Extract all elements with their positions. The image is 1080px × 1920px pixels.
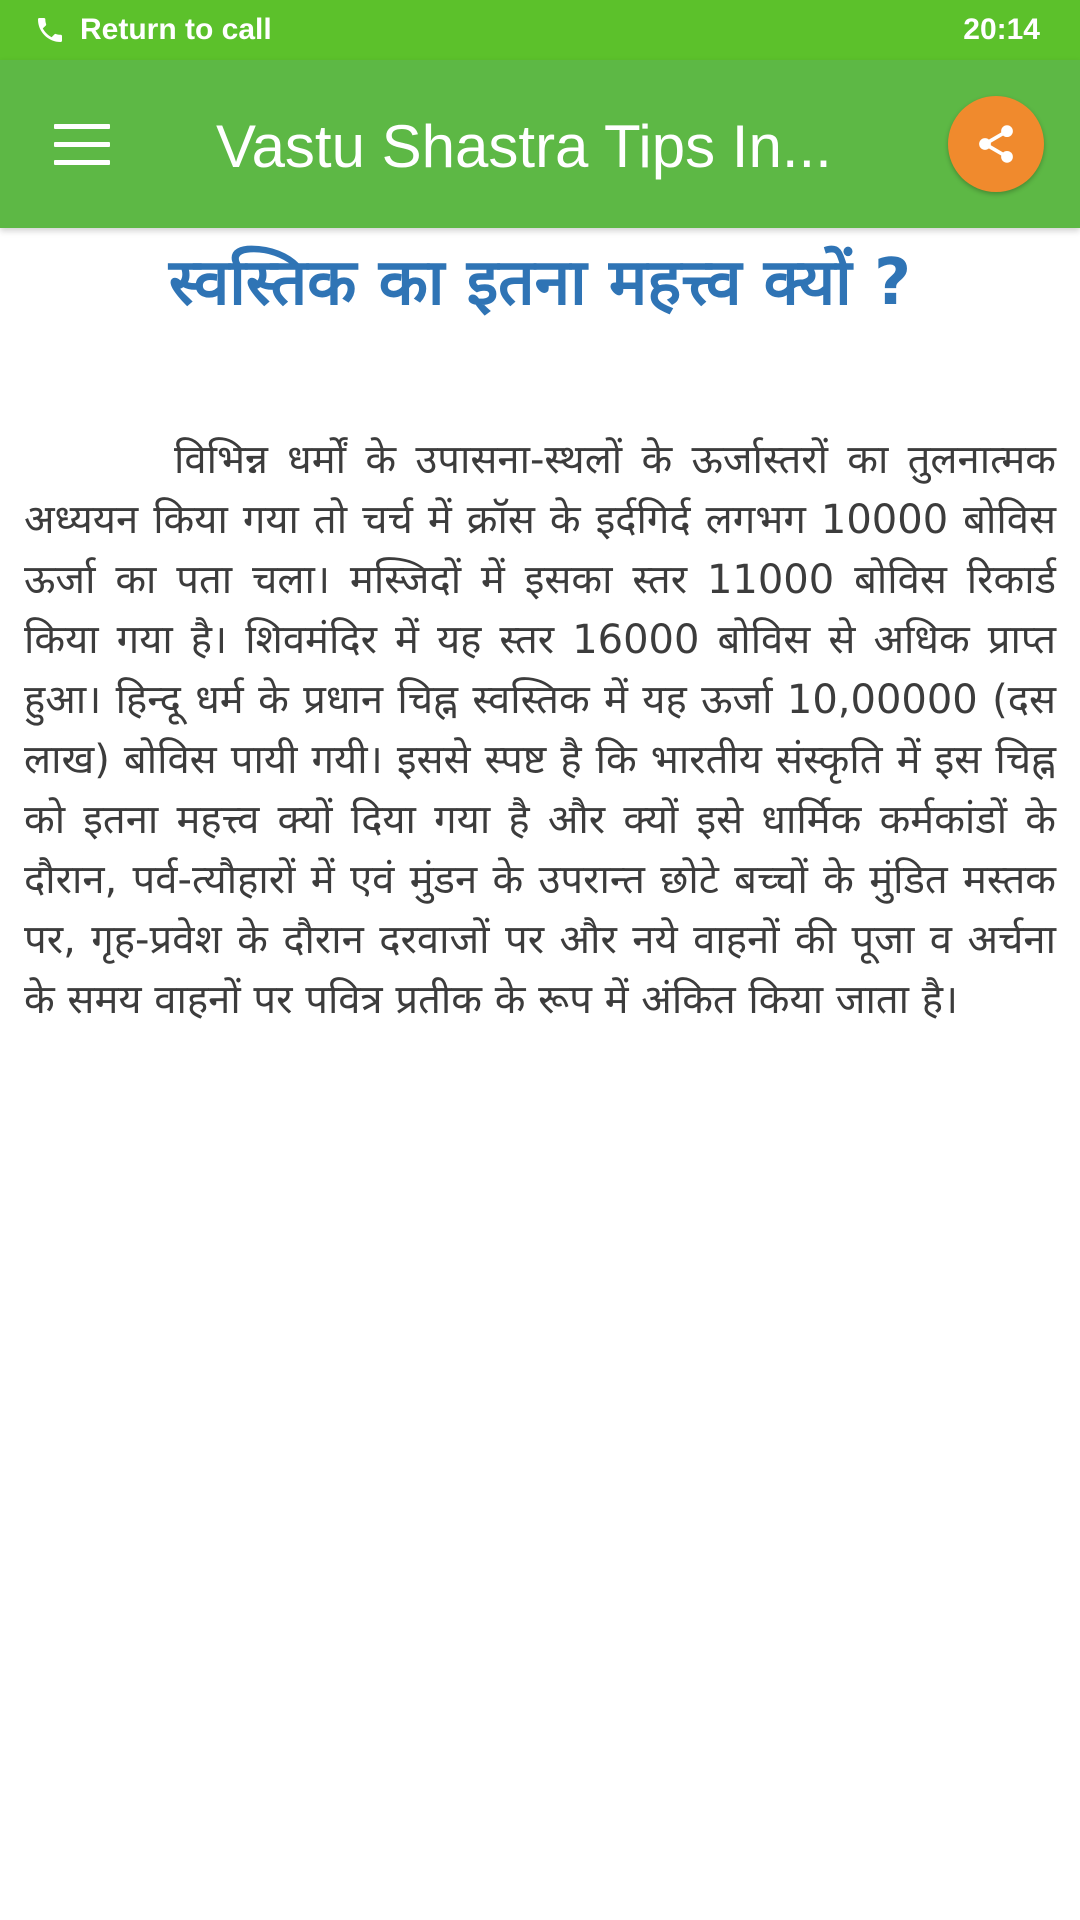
- share-icon: [974, 122, 1018, 166]
- return-to-call-label[interactable]: Return to call: [80, 13, 272, 46]
- share-button[interactable]: [948, 96, 1044, 192]
- article-title: स्वस्तिक का इतना महत्त्व क्यों ?: [168, 246, 912, 320]
- app-toolbar: [0, 60, 1080, 228]
- status-bar: [0, 0, 1080, 60]
- app-title: Vastu Shastra Tips In...: [216, 113, 832, 180]
- hamburger-menu-icon[interactable]: [40, 110, 130, 180]
- article-body: विभिन्न धर्मों के उपासना-स्थलों के ऊर्जास्तरों का तुलनात्मक अध्ययन किया गया तो चर्च में क्रॉस के इर्दगिर्द लगभग 10000 बोविस ऊर्जा का पता चला। मस्जिदों में इसका स्तर 11000 बोविस रिकार्ड किया गया है। शिवमंदिर में यह स्तर 16000 बोविस से अधिक प्राप्त हुआ। हिन्दू धर्म के प्रधान चिह्न स्वस्तिक में यह ऊर्जा 10,00000 (दस लाख) बोविस पायी गयी। इससे स्पष्ट है कि भारतीय संस्कृति में इस चिह्न को इतना महत्त्व क्यों दिया गया है और क्यों इसे धार्मिक कर्मकांडों के दौरान, पर्व-त्यौहारों में एवं मुंडन के उपरान्त छोटे बच्चों के मुंडित मस्तक पर, गृह-प्रवेश के दौरान दरवाजों पर और नये वाहनों की पूजा व अर्चना के समय वाहनों पर पवित्र प्रतीक के रूप में अंकित किया जाता है।: [24, 437, 1056, 1023]
- status-clock: 20:14: [963, 13, 1040, 46]
- phone-icon[interactable]: [34, 14, 66, 46]
